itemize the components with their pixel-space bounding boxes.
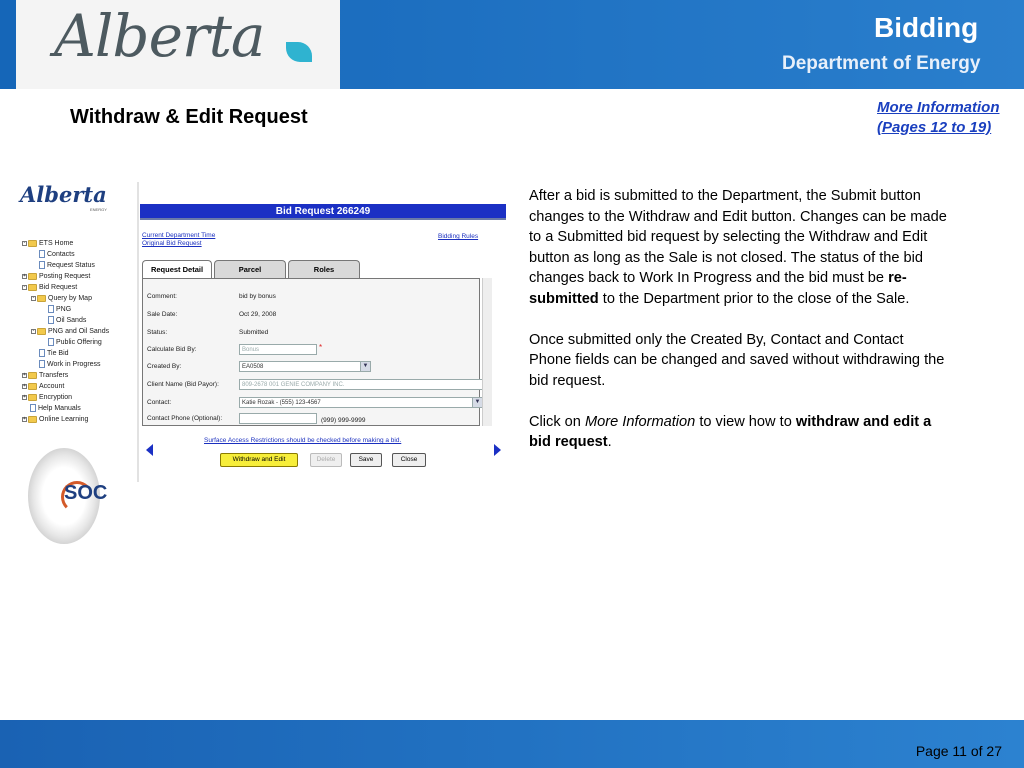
nav-item[interactable] bbox=[22, 315, 109, 326]
nav-item[interactable] bbox=[22, 238, 109, 249]
folder-icon bbox=[28, 240, 37, 247]
sale-date-value: Oct 29, 2008 bbox=[239, 311, 277, 318]
nav-item[interactable] bbox=[22, 392, 109, 403]
nav-item[interactable] bbox=[22, 403, 109, 414]
nav-item-label: PNG bbox=[56, 306, 72, 313]
soc3-badge bbox=[28, 448, 108, 544]
folder-icon bbox=[37, 295, 46, 302]
delete-button[interactable]: Delete bbox=[310, 453, 342, 467]
nav-item-label: Account bbox=[39, 383, 65, 390]
folder-icon bbox=[28, 416, 37, 423]
nav-item[interactable] bbox=[22, 370, 109, 381]
expand-icon[interactable]: + bbox=[23, 415, 26, 422]
previous-arrow-icon[interactable] bbox=[146, 444, 153, 456]
nav-item[interactable] bbox=[22, 282, 109, 293]
paragraph-3 bbox=[529, 412, 949, 453]
calculate-bid-by-label: Calculate Bid By: bbox=[147, 346, 197, 353]
nav-item-label: Online Learning bbox=[39, 416, 89, 423]
comment-value: bid by bonus bbox=[239, 293, 276, 300]
nav-item-label: PNG and Oil Sands bbox=[48, 328, 110, 335]
created-by-value: EA0508 bbox=[242, 364, 264, 370]
request-detail-panel bbox=[142, 278, 480, 426]
bid-request-title-bar: Bid Request 266249 bbox=[140, 204, 506, 220]
status-label: Status: bbox=[147, 329, 168, 336]
nav-item[interactable] bbox=[22, 414, 109, 425]
client-name-label: Client Name (Bid Payor): bbox=[147, 381, 219, 388]
collapse-icon[interactable]: - bbox=[32, 294, 35, 301]
p3-text-b: to view how to bbox=[695, 413, 796, 430]
document-icon bbox=[48, 316, 54, 324]
nav-item[interactable] bbox=[22, 293, 109, 304]
document-icon bbox=[48, 338, 54, 346]
chevron-down-icon[interactable]: ▼ bbox=[360, 362, 370, 371]
more-information-link[interactable] bbox=[877, 98, 1000, 138]
nav-item-label: ETS Home bbox=[39, 240, 74, 247]
expand-icon[interactable]: + bbox=[23, 371, 26, 378]
soc-text: SOC bbox=[64, 482, 108, 504]
page-number: Page 11 of 27 bbox=[915, 743, 1002, 759]
document-icon bbox=[39, 261, 45, 269]
nav-item-label: Bid Request bbox=[39, 284, 78, 291]
nav-item-label: Contacts bbox=[47, 251, 75, 258]
document-icon bbox=[30, 404, 36, 412]
nav-item[interactable] bbox=[22, 326, 109, 337]
bidding-rules-link[interactable]: Bidding Rules bbox=[438, 233, 479, 240]
folder-icon bbox=[28, 394, 37, 401]
logo-swoosh-icon bbox=[286, 42, 312, 62]
nav-item[interactable] bbox=[22, 337, 109, 348]
alberta-logo bbox=[16, 0, 340, 89]
collapse-icon[interactable]: - bbox=[32, 327, 35, 334]
panel-scrollbar[interactable] bbox=[482, 278, 492, 426]
nav-item-label: Oil Sands bbox=[56, 317, 87, 324]
surface-access-link[interactable]: Surface Access Restrictions should be checked before making a bid. bbox=[204, 437, 402, 444]
nav-item[interactable] bbox=[22, 381, 109, 392]
nav-item-label: Transfers bbox=[39, 372, 69, 379]
nav-item-label: Posting Request bbox=[39, 273, 91, 280]
nav-item[interactable] bbox=[22, 271, 109, 282]
header-banner bbox=[0, 0, 1024, 89]
save-button[interactable]: Save bbox=[350, 453, 382, 467]
original-bid-request-link[interactable]: Original Bid Request bbox=[142, 240, 202, 247]
contact-select[interactable] bbox=[239, 397, 483, 408]
nav-logo-energy: ENERGY bbox=[90, 207, 107, 212]
contact-phone-value: (999) 999-9999 bbox=[321, 417, 366, 424]
nav-item[interactable] bbox=[22, 348, 109, 359]
paragraph-2: Once submitted only the Created By, Contact and Contact Phone fields can be changed and saved without withdrawing the bid request. bbox=[529, 331, 945, 389]
header-title: Bidding bbox=[874, 12, 979, 43]
expand-icon[interactable]: + bbox=[23, 382, 26, 389]
nav-item[interactable] bbox=[22, 304, 109, 315]
divider bbox=[137, 182, 139, 482]
more-info-line1[interactable]: More Information bbox=[877, 99, 1000, 116]
instructions-text bbox=[529, 186, 949, 473]
p1-bold: re-submitted bbox=[529, 270, 907, 307]
nav-item[interactable] bbox=[22, 260, 109, 271]
folder-icon bbox=[28, 383, 37, 390]
collapse-icon[interactable]: - bbox=[23, 239, 26, 246]
nav-tree bbox=[22, 238, 109, 425]
document-icon bbox=[48, 305, 54, 313]
nav-item-label: Work in Progress bbox=[47, 361, 101, 368]
nav-item[interactable] bbox=[22, 249, 109, 260]
tab-roles[interactable]: Roles bbox=[288, 260, 360, 278]
created-by-select[interactable] bbox=[239, 361, 371, 372]
folder-icon bbox=[28, 284, 37, 291]
current-department-time-link[interactable]: Current Department Time bbox=[142, 232, 216, 239]
footer-banner bbox=[0, 720, 1024, 768]
tab-request-detail[interactable]: Request Detail bbox=[142, 260, 212, 278]
collapse-icon[interactable]: - bbox=[23, 283, 26, 290]
folder-icon bbox=[37, 328, 46, 335]
folder-icon bbox=[28, 372, 37, 379]
tab-parcel[interactable]: Parcel bbox=[214, 260, 286, 278]
nav-item-label: Tie Bid bbox=[47, 350, 69, 357]
folder-icon bbox=[28, 273, 37, 280]
more-info-line2[interactable]: (Pages 12 to 19) bbox=[877, 119, 992, 136]
bid-request-window bbox=[140, 204, 506, 476]
nav-item-label: Query by Map bbox=[48, 295, 92, 302]
expand-icon[interactable]: + bbox=[23, 272, 26, 279]
ets-navigation bbox=[18, 180, 134, 480]
p1-text-a: After a bid is submitted to the Department, the Submit button changes to the Withdraw and Edit button. Changes can be made to a Submitted bid request by selecting the Withdraw and Edit button as long as the Sale is not closed. The status of the bid changes back to Work In Progress and the bid must be bbox=[529, 188, 947, 286]
contact-value: Katie Rozak - (555) 123-4567 bbox=[242, 400, 321, 406]
comment-label: Comment: bbox=[147, 293, 177, 300]
alberta-logo-text: Alberta bbox=[54, 2, 265, 70]
slide-title: Withdraw & Edit Request bbox=[70, 106, 308, 128]
contact-phone-label: Contact Phone (Optional): bbox=[147, 415, 223, 422]
expand-icon[interactable]: + bbox=[23, 393, 26, 400]
nav-item-label: Encryption bbox=[39, 394, 73, 401]
nav-item-label: Public Offering bbox=[56, 339, 102, 346]
document-icon bbox=[39, 360, 45, 368]
header-subtitle: Department of Energy bbox=[782, 53, 981, 74]
contact-phone-field[interactable] bbox=[239, 413, 317, 424]
required-mark: * bbox=[319, 343, 323, 352]
withdraw-and-edit-button[interactable]: Withdraw and Edit bbox=[220, 453, 298, 467]
close-button[interactable]: Close bbox=[392, 453, 426, 467]
p3-text-a: Click on bbox=[529, 413, 585, 430]
sale-date-label: Sale Date: bbox=[147, 311, 178, 318]
next-arrow-icon[interactable] bbox=[494, 444, 501, 456]
chevron-down-icon[interactable]: ▼ bbox=[472, 398, 482, 407]
nav-item-label: Request Status bbox=[47, 262, 95, 269]
p3-italic: More Information bbox=[584, 413, 696, 430]
nav-alberta-logo: Alberta bbox=[20, 182, 107, 207]
paragraph-1 bbox=[529, 186, 949, 309]
created-by-label: Created By: bbox=[147, 363, 182, 370]
document-icon bbox=[39, 250, 45, 258]
calculate-bid-by-field[interactable]: Bonus bbox=[239, 344, 317, 355]
p3-end: . bbox=[607, 434, 612, 450]
client-name-field[interactable]: 809-2678 001 GENIE COMPANY INC. bbox=[239, 379, 483, 390]
p3-bold: withdraw and edit a bid request bbox=[529, 413, 932, 450]
nav-item[interactable] bbox=[22, 359, 109, 370]
nav-item-label: Help Manuals bbox=[38, 405, 81, 412]
status-value: Submitted bbox=[239, 329, 269, 336]
p1-text-b: to the Department prior to the close of the Sale. bbox=[598, 290, 910, 307]
contact-label: Contact: bbox=[147, 399, 172, 406]
document-icon bbox=[39, 349, 45, 357]
